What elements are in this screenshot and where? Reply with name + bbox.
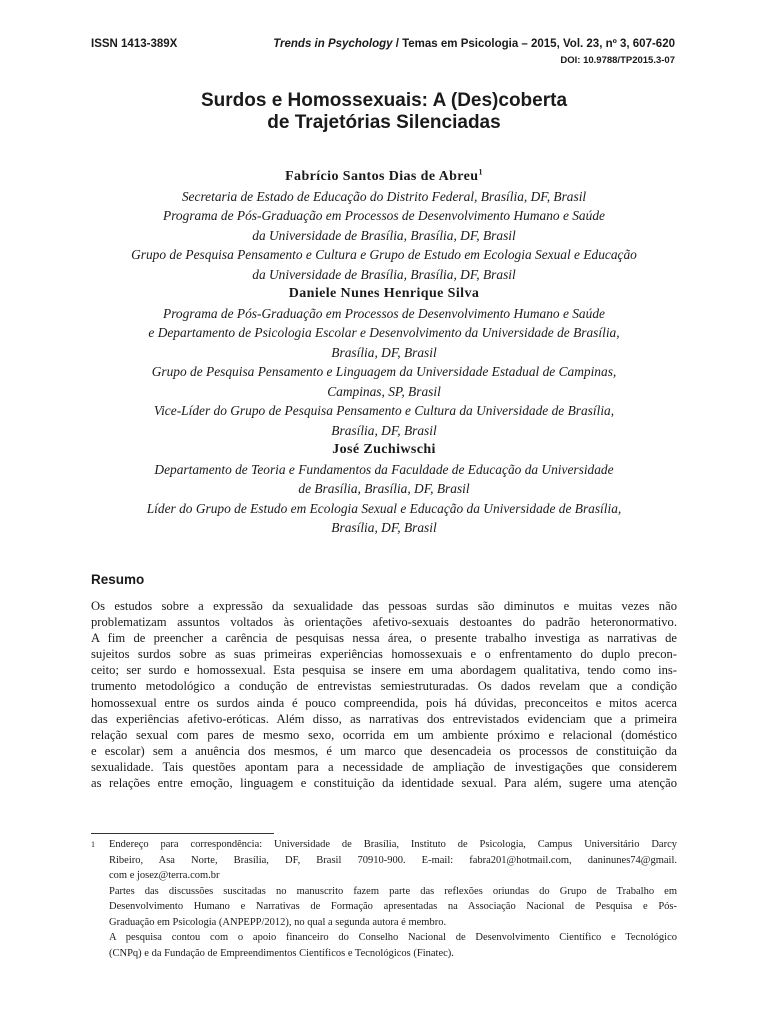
- footnote: [91, 837, 677, 961]
- footnote-divider: [91, 833, 274, 834]
- author-3: [60, 440, 708, 538]
- author-2: [60, 284, 708, 440]
- affiliation-line: de Brasília, Brasília, DF, Brasil: [298, 481, 470, 496]
- doi-label: DOI: 10.9788/TP2015.3-07: [560, 55, 675, 66]
- abstract-line: A fim de preencher a carência de pesquisas nessa área, o presente trabalho investiga as narrativas de: [91, 631, 677, 646]
- abstract-line: homossexual entre os surdos ainda é pouco compreendida, pois há dúvidas, preconceitos e mitos acerca: [91, 695, 677, 710]
- affiliation-line: da Universidade de Brasília, Brasília, DF, Brasil: [252, 266, 516, 282]
- abstract-body: [91, 598, 677, 791]
- abstract-line: e escolar) sem a anuência dos mesmos, é um marco que desencadeia os processos de constituição da: [91, 743, 677, 758]
- journal-issue: / Temas em Psicologia – 2015, Vol. 23, nº 3, 607-620: [392, 38, 675, 50]
- footnote-body: [109, 837, 677, 961]
- affiliation-line: da Universidade de Brasília, Brasília, DF, Brasil: [252, 227, 516, 243]
- footnote-line: (CNPq) e da Fundação de Empreendimentos Científicos e Tecnológicos (Finatec).: [109, 947, 454, 959]
- title-line-1: Surdos e Homossexuais: A (Des)coberta: [200, 90, 568, 111]
- article-title: [0, 90, 768, 134]
- footnote-line: Desenvolvimento Humano e Narrativas de Formação apresentadas na Associação Nacional de Pesquisa e Pós-: [109, 901, 677, 912]
- footnote-number: 1: [91, 840, 95, 849]
- footnote-line: A pesquisa contou com o apoio financeiro do Conselho Nacional de Desenvolvimento Científico e Tecnológico: [109, 932, 677, 943]
- affiliation-line: Brasília, DF, Brasil: [331, 422, 437, 438]
- abstract-line: problematizam assuntos voltados às orientações afetivo-sexuais destoantes do padrão heteronormativo.: [91, 615, 677, 630]
- author-block: [60, 167, 708, 538]
- title-line-2: de Trajetórias Silenciadas: [267, 112, 501, 133]
- affiliation-line: Líder do Grupo de Estudo em Ecologia Sexual e Educação da Universidade de Brasília,: [146, 500, 622, 516]
- author-name: José Zuchiwschi: [332, 442, 436, 457]
- abstract-line: sexualidade. Tais questões apontam para a necessidade de ampliação de investigações que considerem: [91, 759, 677, 774]
- abstract-line: ceito; ser surdo e homossexual. Esta pesquisa se insere em uma abordagem qualitativa, tendo como ins-: [91, 663, 677, 678]
- affiliation-line: Grupo de Pesquisa Pensamento e Cultura e Grupo de Estudo em Ecologia Sexual e Educação: [131, 247, 637, 262]
- abstract-line: das experiências afetivo-eróticas. Além disso, as narrativas dos entrevistados evidenciam que a primeira: [91, 711, 677, 726]
- affiliation-line: Programa de Pós-Graduação em Processos de Desenvolvimento Humano e Saúde: [163, 208, 605, 223]
- footnote-line: Graduação em Psicologia (ANPEPP/2012), no qual a segunda autora é membro.: [109, 916, 447, 928]
- abstract-line: Os estudos sobre a expressão da sexualidade das pessoas surdas são diminutos e muitas vezes não: [91, 599, 677, 613]
- abstract-line: relação sexual com pares de mesmo sexo, ocorrida em um ambiente próximo e relacional (doméstico: [91, 727, 677, 742]
- affiliation-line: Vice-Líder do Grupo de Pesquisa Pensamento e Cultura da Universidade de Brasília,: [153, 403, 615, 418]
- journal-citation: [273, 38, 675, 50]
- author-1: [60, 167, 708, 284]
- affiliation-line: e Departamento de Psicologia Escolar e Desenvolvimento da Universidade de Brasília,: [148, 325, 620, 340]
- abstract-line: sujeitos surdos sobre as suas primeiras experiências homossexuais e o enfrentamento do duplo precon-: [91, 647, 677, 662]
- affiliation-line: Departamento de Teoria e Fundamentos da Faculdade de Educação da Universidade: [154, 461, 614, 477]
- affiliation-line: Brasília, DF, Brasil: [331, 344, 437, 360]
- affiliation-line: Brasília, DF, Brasil: [331, 520, 437, 535]
- footnote-line: com e josez@terra.com.br: [109, 870, 220, 881]
- author-name: Fabrício Santos Dias de Abreu$^1$: [285, 167, 483, 184]
- issn-label: ISSN 1413-389X: [91, 38, 178, 50]
- journal-name: Trends in Psychology: [273, 38, 393, 50]
- affiliation-line: Grupo de Pesquisa Pensamento e Linguagem da Universidade Estadual de Campinas,: [151, 364, 617, 379]
- footnote-line: Partes das discussões suscitadas no manuscrito fazem parte das reflexões oriundas do Grupo de Trabalho em: [109, 885, 677, 897]
- abstract-heading: Resumo: [91, 572, 145, 587]
- affiliation-line: Secretaria de Estado de Educação do Distrito Federal, Brasília, DF, Brasil: [181, 188, 587, 204]
- affiliation-line: Programa de Pós-Graduação em Processos de Desenvolvimento Humano e Saúde: [163, 305, 605, 321]
- footnote-marker: 1: [478, 167, 483, 177]
- footnote-line: Ribeiro, Asa Norte, Brasília, DF, Brasil 70910-900. E-mail: fabra201@hotmail.com, daninunes74@gmail.: [109, 854, 677, 866]
- affiliation-line: Campinas, SP, Brasil: [327, 383, 441, 399]
- footnote-line: Endereço para correspondência: Universidade de Brasília, Instituto de Psicologia, Campus Universitário Darcy: [109, 839, 677, 850]
- author-name: Daniele Nunes Henrique Silva: [288, 286, 480, 301]
- abstract-line: as relações entre emoção, linguagem e constituição da identidade sexual. Para além, sugere uma atenção: [91, 776, 677, 791]
- abstract-line: trumento metodológico a condução de entrevistas semiestruturadas. Os dados revelam que a condição: [91, 679, 677, 694]
